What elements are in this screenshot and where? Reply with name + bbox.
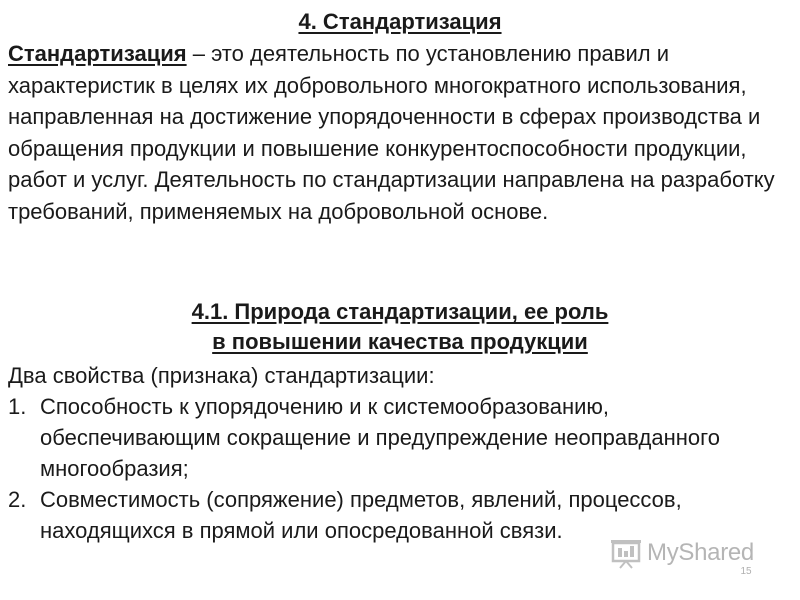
list-item-number: 2. [8, 487, 27, 512]
list-item-number: 1. [8, 394, 27, 419]
watermark-text: MyShared [647, 539, 754, 566]
slide-title [0, 8, 800, 36]
definition-paragraph [8, 38, 792, 228]
section-subtitle-line2 [0, 328, 800, 356]
definition-text: – это деятельность по установлению правил и характеристик в целях их добровольного многократного использования, направленная на достижение упорядоченности в сферах производства и обращения продукции и повышение конкурентоспособности продукции, работ и услуг. Деятельность по стандартизации направлена на разработку требований, применяемых на добровольной основе. [8, 41, 775, 224]
projector-screen-icon [609, 536, 643, 570]
slide-title-text: 4. Стандартизация [298, 9, 502, 34]
definition-term: Стандартизация [8, 41, 187, 66]
section-subtitle-line1 [0, 298, 800, 326]
list-item-text: Совместимость (сопряжение) предметов, явлений, процессов, находящихся в прямой или опосредованной связи. [40, 487, 682, 543]
properties-intro: Два свойства (признака) стандартизации: [8, 363, 435, 388]
page-number: 15 [740, 566, 752, 577]
list-item-text: Способность к упорядочению и к системообразованию, обеспечивающим сокращение и предупреждение неоправданного многообразия; [40, 394, 720, 481]
list-item [8, 391, 792, 484]
properties-list [8, 391, 792, 546]
section-subtitle-line2-text: в повышении качества продукции [212, 329, 588, 354]
section-subtitle-line1-text: 4.1. Природа стандартизации, ее роль [191, 299, 609, 324]
